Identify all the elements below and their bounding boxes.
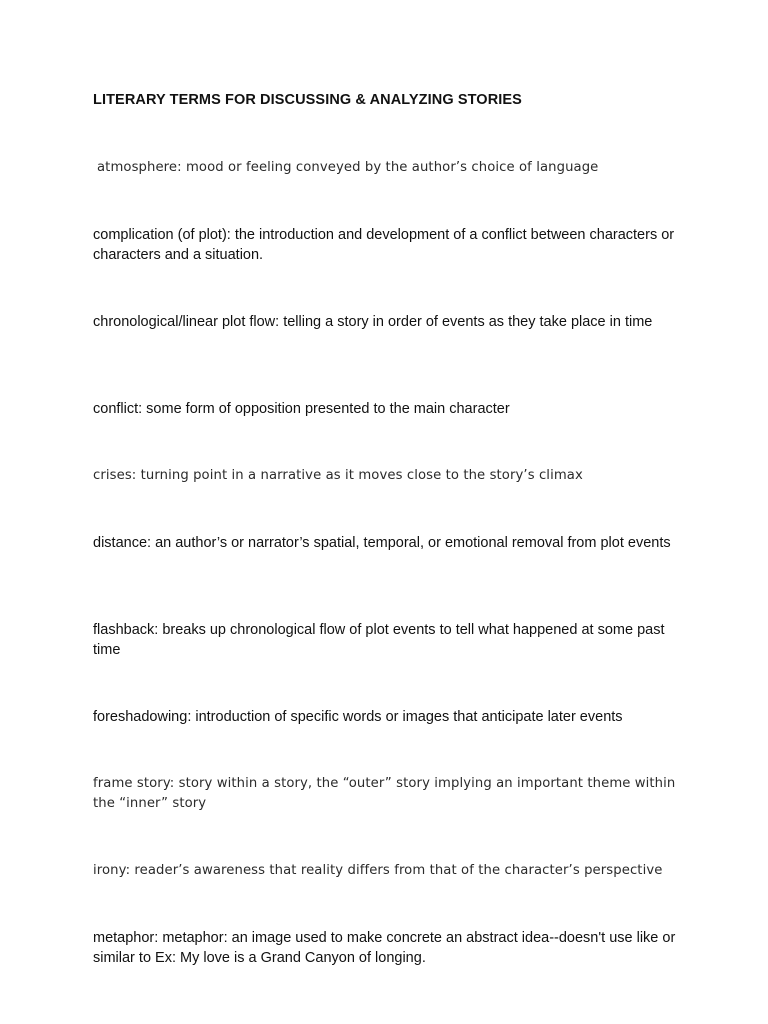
term-flashback: flashback: breaks up chronological flow of plot events to tell what happened at some past time xyxy=(93,622,665,658)
document-title: LITERARY TERMS FOR DISCUSSING & ANALYZING STORIES xyxy=(93,92,522,108)
term-metaphor: metaphor: metaphor: an image used to make concrete an abstract idea--doesn't use like or similar to Ex: My love is a Grand Canyon of longing. xyxy=(93,930,676,966)
term-conflict: conflict: some form of opposition presented to the main character xyxy=(93,401,510,417)
term-frame-story: frame story: story within a story, the “outer” story implying an important theme within the “inner” story xyxy=(93,776,676,811)
term-crises: crises: turning point in a narrative as it moves close to the story’s climax xyxy=(93,468,583,483)
term-foreshadowing: foreshadowing: introduction of specific words or images that anticipate later events xyxy=(93,709,623,725)
term-complication: complication (of plot): the introduction and development of a conflict between characters or characters and a situation. xyxy=(93,227,675,263)
term-distance: distance: an author’s or narrator’s spatial, temporal, or emotional removal from plot events xyxy=(93,535,671,551)
term-atmosphere: atmosphere: mood or feeling conveyed by the author’s choice of language xyxy=(97,160,599,175)
term-irony: irony: reader’s awareness that reality differs from that of the character’s perspective xyxy=(93,863,663,878)
term-chronological-plot-flow: chronological/linear plot flow: telling a story in order of events as they take place in time xyxy=(93,314,653,330)
